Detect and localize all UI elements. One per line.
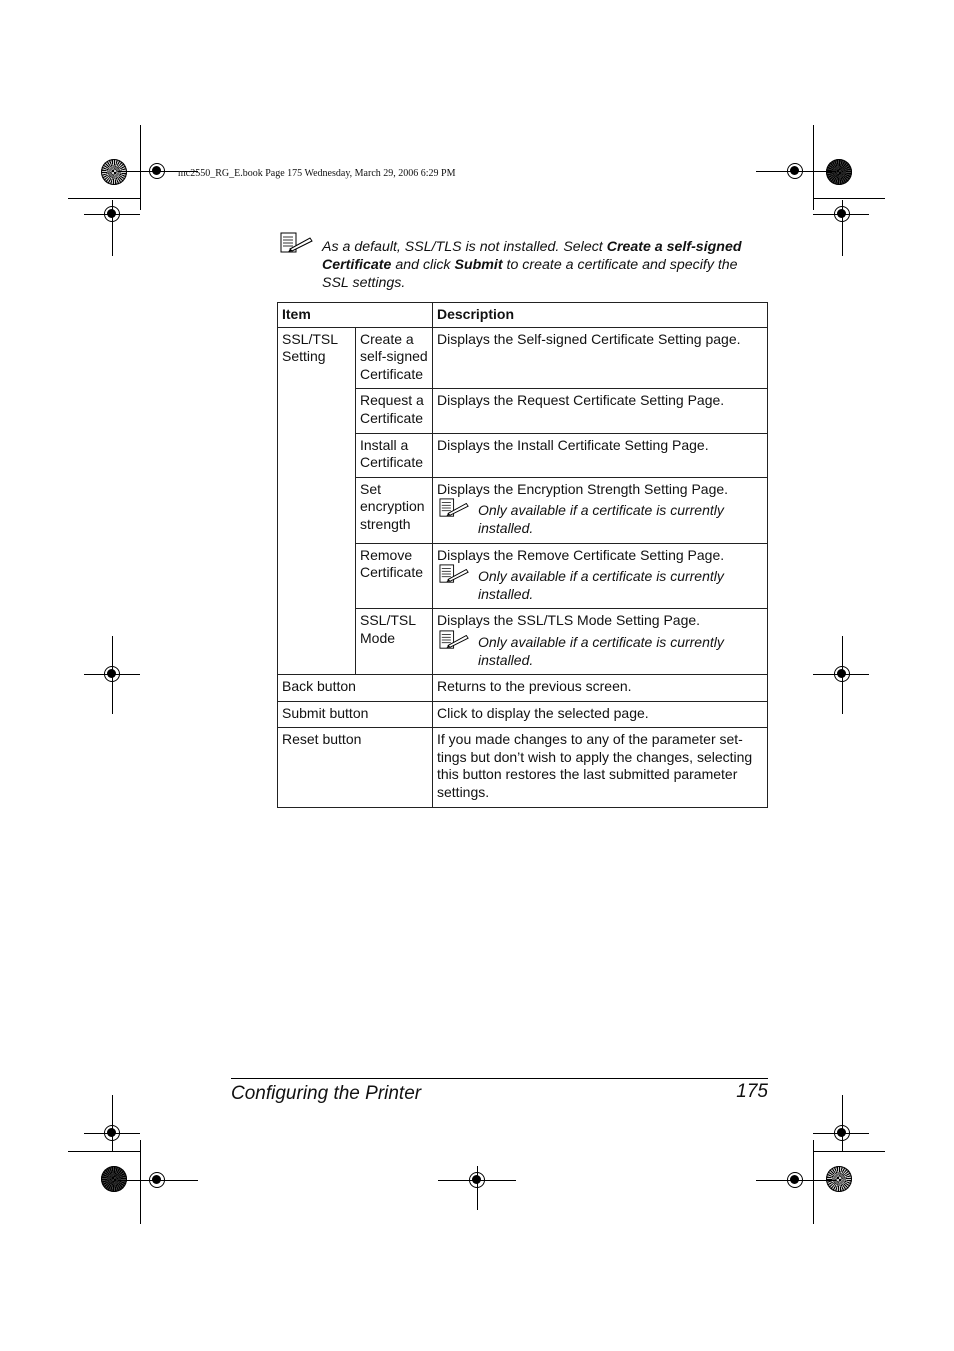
description-text: Displays the SSL/TLS Mode Setting Page. <box>437 612 701 629</box>
inline-note <box>437 568 763 603</box>
description-cell: Displays the Self-signed Certificate Setting page. <box>433 327 768 389</box>
column-header-item: Item <box>278 303 433 328</box>
color-bar-icon <box>101 1166 127 1192</box>
inline-note <box>437 634 763 669</box>
inline-note-text: Only available if a certificate is currently installed. <box>478 633 724 668</box>
description-cell: Returns to the previous screen. <box>433 675 768 702</box>
description-cell: Displays the Install Certificate Setting Page. <box>433 433 768 477</box>
table-row <box>278 728 768 807</box>
item-cell: Set encryption strength <box>356 477 433 543</box>
settings-table <box>277 302 768 808</box>
table-row <box>278 327 768 389</box>
note-pencil-icon <box>438 498 471 518</box>
description-text: Displays the Remove Certificate Setting Page. <box>437 546 725 563</box>
item-cell: Submit button <box>278 701 433 728</box>
crosshair-icon <box>834 206 850 222</box>
color-bar-icon <box>826 159 852 185</box>
description-cell <box>433 609 768 675</box>
inline-note-text: Only available if a certificate is currently installed. <box>478 502 724 536</box>
description-cell: Click to display the selected page. <box>433 701 768 728</box>
item-cell: Reset button <box>278 728 433 807</box>
crosshair-icon <box>149 163 165 179</box>
inline-note <box>437 502 763 537</box>
table-header-row <box>278 303 768 328</box>
description-text: Displays the Encryption Strength Setting Page. <box>437 480 729 497</box>
inline-note-text: Only available if a certificate is currently installed. <box>478 568 724 602</box>
print-metadata: mc2550_RG_E.book Page 175 Wednesday, March 29, 2006 6:29 PM <box>178 168 456 179</box>
crosshair-icon <box>834 1125 850 1141</box>
footer-section-title: Configuring the Printer <box>231 1083 422 1104</box>
crosshair-icon <box>149 1172 165 1188</box>
footer-rule <box>231 1078 768 1079</box>
item-cell: Request a Certificate <box>356 389 433 433</box>
note-text: As a default, SSL/TLS is not installed. Select Create a self-signed Certificate and click Submit to create a certificate and specify the SSL settings. <box>322 239 742 291</box>
item-cell: Create a self-signed Certificate <box>356 327 433 389</box>
color-bar-icon <box>101 159 127 185</box>
group-label: SSL/TSL Setting <box>278 327 356 675</box>
description-cell: Displays the Request Certificate Setting Page. <box>433 389 768 433</box>
note-pencil-icon <box>280 232 314 254</box>
crosshair-icon <box>834 666 850 682</box>
page-number: 175 <box>736 1081 768 1102</box>
note-pencil-icon <box>438 630 471 650</box>
crosshair-icon <box>104 666 120 682</box>
crosshair-icon <box>104 206 120 222</box>
crosshair-icon <box>787 163 803 179</box>
table-row <box>278 701 768 728</box>
item-cell: SSL/TSL Mode <box>356 609 433 675</box>
color-bar-icon <box>826 1166 852 1192</box>
item-cell: Back button <box>278 675 433 702</box>
item-cell: Install a Certificate <box>356 433 433 477</box>
column-header-description: Description <box>433 303 768 328</box>
note-pencil-icon <box>438 564 471 584</box>
description-cell <box>433 477 768 543</box>
item-cell: Remove Certificate <box>356 543 433 609</box>
crosshair-icon <box>104 1125 120 1141</box>
table-row <box>278 675 768 702</box>
crosshair-icon <box>787 1172 803 1188</box>
description-cell: If you made changes to any of the parameter set-tings but don’t wish to apply the changes, selecting this button restores the last submitted parameter settings. <box>433 728 768 807</box>
description-cell <box>433 543 768 609</box>
crosshair-icon <box>469 1172 485 1188</box>
